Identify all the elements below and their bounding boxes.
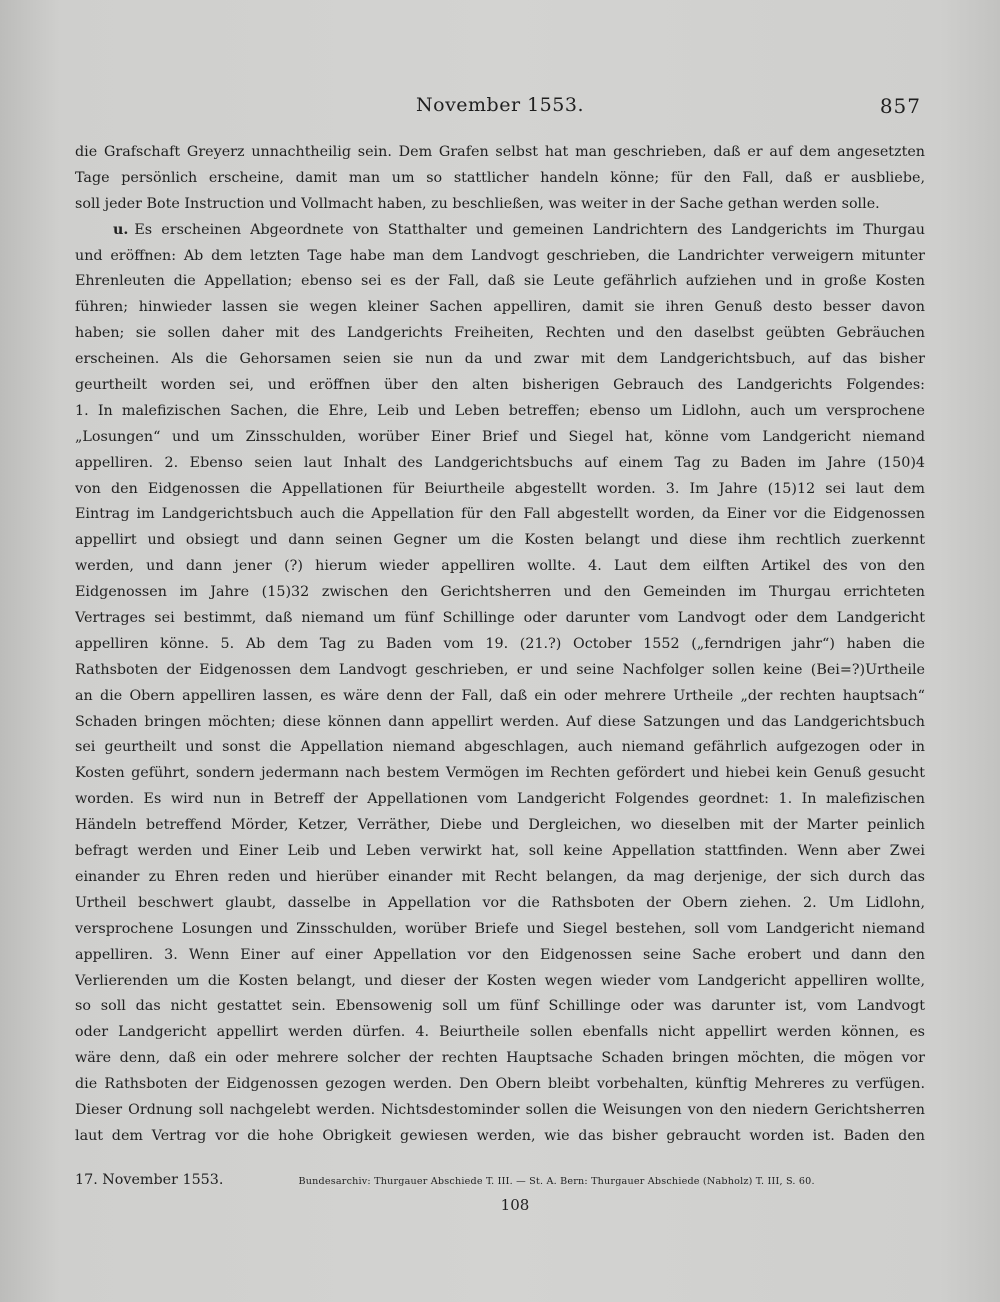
text-line: Händeln betreffend Mörder, Ketzer, Verräther, Diebe und Dergleichen, wo dieselben mit der Marter peinlich	[75, 817, 925, 834]
text-line: befragt werden und Einer Leib und Leben verwirkt hat, soll keine Appellation stattfinden. Wenn aber Zwei	[75, 843, 925, 860]
text-line: führen; hinwieder lassen sie wegen kleiner Sachen appelliren, damit sie ihren Genuß desto besser davon	[75, 299, 925, 316]
text-line: Dieser Ordnung soll nachgelebt werden. Nichtsdestominder sollen die Weisungen von den niedern Gerichtsherren	[75, 1101, 925, 1118]
text-line: laut dem Vertrag vor die hohe Obrigkeit gewiesen werden, wie das bisher gebraucht worden ist. Baden den	[75, 1127, 925, 1144]
signature-number: 108	[500, 1196, 530, 1214]
text-line: appellirt und obsiegt und dann seinen Gegner um die Kosten belangt und diese ihm rechtlich zuerkennt	[75, 532, 925, 549]
text-line: die Rathsboten der Eidgenossen gezogen werden. Den Obern bleibt vorbehalten, künftig Mehreres zu verfügen.	[75, 1076, 925, 1093]
text-line: Verlierenden um die Kosten belangt, und dieser der Kosten wegen wieder vom Landgericht appelliren wollte,	[75, 972, 925, 989]
closing-line	[75, 1166, 925, 1192]
text-line: werden, und dann jener (?) hierum wieder appelliren wollte. 4. Laut dem eilften Artikel des von den	[75, 558, 925, 575]
text-line-paragraph-start	[75, 218, 925, 244]
text-line: worden. Es wird nun in Betreff der Appellationen vom Landgericht Folgendes geordnet: 1. In malefizischen	[75, 791, 925, 808]
text-line: erscheinen. Als die Gehorsamen seien sie nun da und zwar mit dem Landgerichtsbuch, auf das bisher	[75, 351, 925, 368]
text-line: einander zu Ehren reden und hierüber einander mit Recht belangen, da mag derjenige, der sich durch das	[75, 868, 925, 885]
text-line: wäre denn, daß ein oder mehrere solcher der rechten Hauptsache Schaden bringen möchten, die mögen vor	[75, 1050, 925, 1067]
text-line: Ehrenleuten die Appellation; ebenso sei es der Fall, daß sie Leute gefährlich aufziehen und in große Kosten	[75, 273, 925, 290]
text-line: versprochene Losungen und Zinsschulden, worüber Briefe und Siegel bestehen, soll vom Landgericht niemand	[75, 920, 925, 937]
page-number: 857	[879, 94, 921, 118]
running-title: November 1553.	[416, 94, 584, 116]
text-line: soll jeder Bote Instruction und Vollmacht haben, zu beschließen, was weiter in der Sache gethan werden solle.	[75, 195, 880, 212]
body-text	[75, 140, 925, 1176]
text-line: 1. In malefizischen Sachen, die Ehre, Leib und Leben betreffen; ebenso um Lidlohn, auch um versprochene	[75, 402, 925, 419]
text-line: Vertrages sei bestimmt, daß niemand um fünf Schillinge oder darunter vom Landvogt oder dem Landgericht	[75, 610, 925, 627]
text-line: sei geurtheilt und sonst die Appellation niemand abgeschlagen, auch niemand gefährlich aufgezogen oder in	[75, 739, 925, 756]
text-line: appelliren. 3. Wenn Einer auf einer Appellation vor den Eidgenossen seine Sache erobert und dann den	[75, 946, 925, 963]
text-line: appelliren. 2. Ebenso seien laut Inhalt des Landgerichtsbuchs auf einem Tag zu Baden im Jahre (150)4	[75, 454, 925, 471]
text-line: geurtheilt worden sei, und eröffnen über den alten bisherigen Gebrauch des Landgerichts Folgendes:	[75, 377, 925, 394]
text-line: haben; sie sollen daher mit des Landgerichts Freiheiten, Rechten und den daselbst geübten Gebräuchen	[75, 325, 925, 342]
text-line: Schaden bringen möchten; diese können dann appellirt werden. Auf diese Satzungen und das Landgerichtsbuch	[75, 713, 925, 730]
text-line: Kosten geführt, sondern jedermann nach bestem Vermögen im Rechten gefördert und hiebei kein Genuß gesucht	[75, 765, 925, 782]
text-line: Eidgenossen im Jahre (15)32 zwischen den Gerichtsherren und den Gemeinden im Thurgau errichteten	[75, 584, 925, 601]
page-header	[75, 94, 925, 124]
text-line: appelliren könne. 5. Ab dem Tag zu Baden vom 19. (21.?) October 1552 („ferndrigen jahr“) haben die	[75, 635, 925, 652]
text-line: von den Eidgenossen die Appellationen für Beiurtheile abgestellt worden. 3. Im Jahre (15)12 sei laut dem	[75, 480, 925, 497]
section-marker: u.	[113, 221, 129, 238]
text-line: Rathsboten der Eidgenossen dem Landvogt geschrieben, er und seine Nachfolger sollen keine (Bei=?)Urtheile	[75, 661, 925, 678]
source-citation: Bundesarchiv: Thurgauer Abschiede T. III. — St. A. Bern: Thurgauer Abschiede (Nabholz) T. III, S. 60.	[298, 1176, 815, 1187]
text-line: so soll das nicht gestattet sein. Ebensowenig soll um fünf Schillinge oder was darunter ist, vom Landvogt	[75, 998, 925, 1015]
text-line: oder Landgericht appellirt werden dürfen. 4. Beiurtheile sollen ebenfalls nicht appellirt werden können, es	[75, 1024, 925, 1041]
text-line: und eröffnen: Ab dem letzten Tage habe man dem Landvogt geschrieben, die Landrichter verweigern mitunter	[75, 247, 925, 264]
text-line: Tage persönlich erscheine, damit man um so stattlicher handeln könne; für den Fall, daß er ausbliebe,	[75, 169, 925, 186]
text-line: Urtheil beschwert glaubt, dasselbe in Appellation vor die Rathsboten der Obern ziehen. 2. Um Lidlohn,	[75, 894, 925, 911]
text-line: die Grafschaft Greyerz unnachtheilig sein. Dem Grafen selbst hat man geschrieben, daß er auf dem angesetzten	[75, 144, 925, 160]
text-line: „Losungen“ und um Zinsschulden, worüber Einer Brief und Siegel hat, könne vom Landgericht niemand	[75, 428, 925, 445]
text-line: Eintrag im Landgerichtsbuch auch die Appellation für den Fall abgestellt worden, da Einer vor die Eidgenossen	[75, 506, 925, 523]
closing-date: 17. November 1553.	[75, 1172, 224, 1188]
text-line-content: Es erscheinen Abgeordnete von Statthalter und gemeinen Landrichtern des Landgerichts im Thurgau	[134, 221, 925, 238]
text-line: an die Obern appelliren lassen, es wäre denn der Fall, daß ein oder mehrere Urtheile „der rechten hauptsach“	[75, 687, 925, 704]
